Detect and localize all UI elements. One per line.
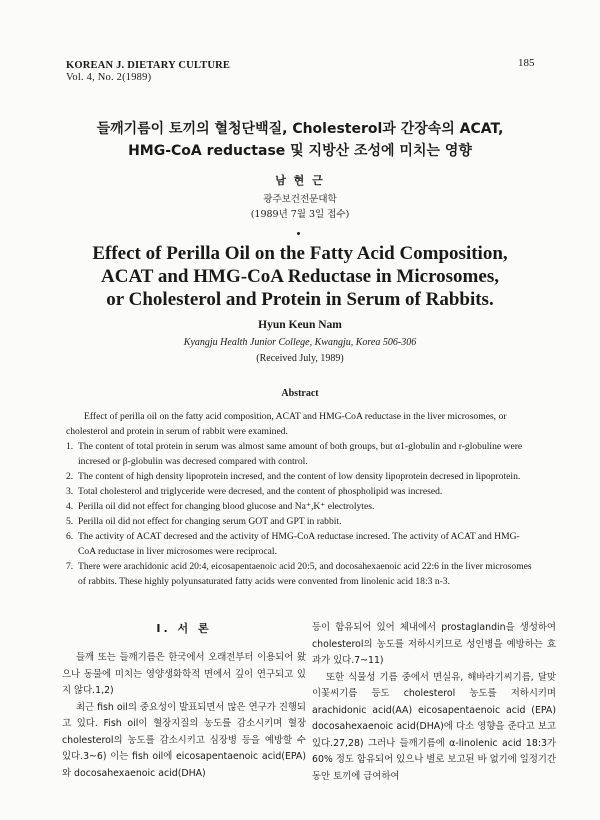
korean-received-date: (1989년 7월 3일 접수) bbox=[250, 209, 350, 220]
body-paragraph: 들깨 또는 들깨기름은 한국에서 오래전부터 이용되어 왔으나 동물에 미치는 영양생화학적 면에서 깊이 연구되고 있지 않다.1,2) bbox=[62, 652, 306, 696]
abstract-item bbox=[66, 484, 534, 499]
abstract-item-number: 1. bbox=[66, 441, 74, 452]
abstract-item-text: There were arachidonic acid 20:4, eicosapentaenoic acid 20:5, and docosahexaenoic acid 22:6 in the liver microsomes of rabbits. These highly polyunsaturated fatty acids were convented from linolenic acid 18:3 n-3. bbox=[78, 561, 532, 587]
korean-author: 남 현 근 bbox=[275, 174, 325, 187]
abstract-item bbox=[66, 559, 534, 589]
abstract-item-text: Perilla oil did not effect for changing blood glucose and Na⁺,K⁺ electrolytes. bbox=[78, 501, 375, 512]
english-title-line-1: Effect of Perilla Oil on the Fatty Acid Composition, bbox=[92, 243, 508, 264]
left-column-body bbox=[62, 650, 306, 782]
abstract-item-text: The content of total protein in serum was almost same amount of both groups, but α1-globulin and r-globuline were incresed or β-globulin was decresed compared with control. bbox=[78, 441, 523, 467]
abstract-body bbox=[66, 409, 534, 589]
abstract-heading: Abstract bbox=[281, 388, 319, 399]
right-column bbox=[312, 620, 556, 785]
abstract-item bbox=[66, 469, 534, 484]
journal-header bbox=[66, 60, 230, 84]
abstract-item-number: 4. bbox=[66, 501, 74, 512]
abstract-item-number: 3. bbox=[66, 486, 74, 497]
english-title-line-3: or Cholesterol and Protein in Serum of Rabbits. bbox=[106, 289, 494, 310]
abstract-intro: Effect of perilla oil on the fatty acid composition, ACAT and HMG-CoA reductase in the liver microsomes, or cholesterol and protein in serum of rabbit were examined. bbox=[66, 411, 507, 437]
abstract-item-number: 2. bbox=[66, 471, 74, 482]
separator-dot bbox=[297, 232, 300, 235]
abstract-findings-list bbox=[66, 439, 534, 589]
english-received-date: (Received July, 1989) bbox=[256, 353, 344, 364]
english-affiliation: Kyangju Health Junior College, Kwangju, Korea 506-306 bbox=[183, 337, 417, 348]
english-author: Hyun Keun Nam bbox=[258, 319, 342, 331]
english-title-line-2: ACAT and HMG-CoA Reductase in Microsomes, bbox=[101, 266, 499, 287]
abstract-item-number: 6. bbox=[66, 531, 74, 542]
korean-title-line-2: HMG-CoA reductase 및 지방산 조성에 미치는 영향 bbox=[128, 143, 472, 159]
section-heading-introduction: I. 서 론 bbox=[156, 622, 212, 635]
body-paragraph: 등이 함유되어 있어 체내에서 prostaglandin을 생성하여 cholesterol의 농도를 저하시키므로 성인병을 예방하는 효과가 있다.7~11) bbox=[312, 622, 556, 666]
abstract-item-number: 7. bbox=[66, 561, 74, 572]
page-number: 185 bbox=[518, 57, 535, 69]
abstract-item bbox=[66, 514, 534, 529]
abstract-item-text: Total cholesterol and triglyceride were decresed, and the content of phospholipid was incresed. bbox=[78, 486, 443, 497]
body-paragraph: 최근 fish oil의 중요성이 발표되면서 많은 연구가 진행되고 있다. Fish oil이 혈장지질의 농도를 감소시키며 혈장 cholesterol의 농도를 감소시키고 심장병 등을 예방할 수 있다.3~6) 이는 fish oil에 eicosapentaenoic acid(EPA)와 docosahexaenoic acid(DHA) bbox=[62, 701, 306, 779]
english-title bbox=[40, 242, 560, 311]
korean-title-line-1: 들깨기름이 토끼의 혈청단백질, Cholesterol과 간장속의 ACAT, bbox=[96, 121, 504, 137]
abstract-item-number: 5. bbox=[66, 516, 74, 527]
korean-affiliation: 광주보건전문대학 bbox=[263, 194, 337, 205]
journal-name: KOREAN J. DIETARY CULTURE bbox=[66, 60, 231, 71]
abstract-item bbox=[66, 499, 534, 514]
journal-volume: Vol. 4, No. 2(1989) bbox=[66, 72, 152, 83]
body-paragraph: 또한 식물성 기름 중에서 면실유, 해바라기씨기름, 달맞이꽃씨기름 등도 cholesterol 농도를 저하시키며 arachidonic acid(AA) eicosapentaenoic acid (EPA) docosahexaenoic acid(DHA)에 다소 영향을 준다고 보고 있다.27,28) 그러나 들깨기름에 α-linolenic acid 18:3가 60% 정도 함유되어 있으나 별로 보고된 바 없기에 일정기간 동안 토끼에 급여하여 bbox=[312, 671, 556, 782]
abstract-item bbox=[66, 529, 534, 559]
abstract-item-text: The activity of ACAT decresed and the activity of HMG-CoA reductase incresed. The activity of ACAT and HMG-CoA reductase in liver microsomes were reciprocal. bbox=[78, 531, 520, 557]
abstract-item bbox=[66, 439, 534, 469]
abstract-item-text: Perilla oil did not effect for changing serum GOT and GPT in rabbit. bbox=[78, 516, 342, 527]
abstract-item-text: The content of high density lipoprotein incresed, and the content of low density lipoprotein decresed in lipoprotein. bbox=[78, 471, 521, 482]
